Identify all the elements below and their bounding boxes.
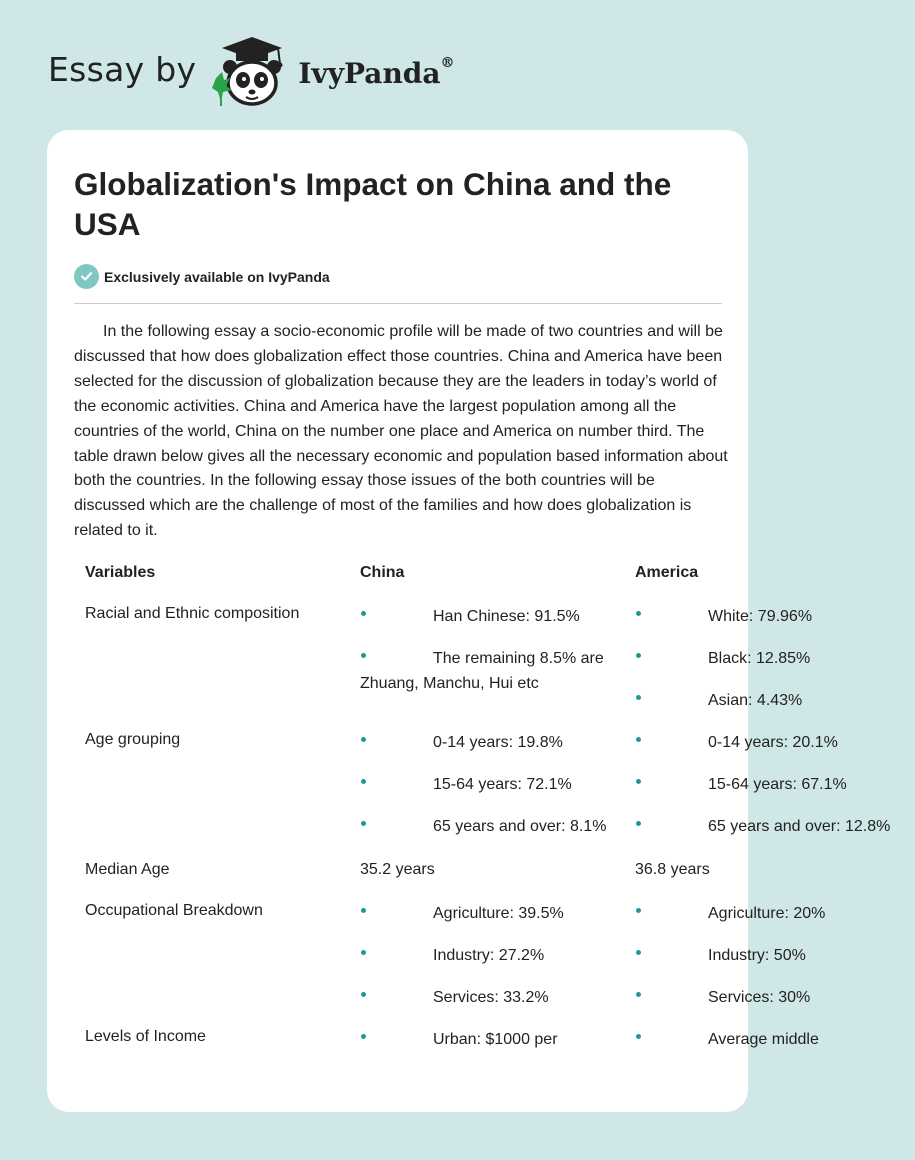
bullet-icon (361, 611, 366, 616)
title-divider (74, 303, 722, 304)
table-row (85, 860, 915, 901)
list-item: Urban: $1000 per (360, 1027, 635, 1052)
variable-cell: Levels of Income (85, 1028, 206, 1045)
list-item: Asian: 4.43% (635, 688, 915, 713)
list-item: White: 79.96% (635, 604, 915, 629)
essay-card (47, 130, 891, 1112)
bullet-icon (636, 653, 641, 658)
list-item: 65 years and over: 8.1% (360, 814, 635, 839)
list-item: Han Chinese: 91.5% (360, 604, 635, 629)
registered-mark: ® (440, 54, 455, 71)
bullet-icon (636, 737, 641, 742)
checkmark-icon (74, 264, 99, 289)
intro-paragraph: In the following essay a socio-economic profile will be made of two countries and will be discussed that how does globalization effect those countries. China and America have been selected for the discussion of globalization because they are the leaders in today’s world of the economic activities. China and America have the largest population among all the countries of the world, China on the number one place and America on number third. The table drawn below gives all the necessary economic and population based information about both the countries. In the following essay those issues of the both countries will be discussed which are the challenge of most of the families and how does globalization is related to it. (74, 323, 728, 540)
bullet-icon (636, 611, 641, 616)
bullet-icon (636, 1034, 641, 1039)
variable-cell: Occupational Breakdown (85, 902, 263, 919)
list-item: The remaining 8.5% are Zhuang, Manchu, Hui etc (360, 650, 604, 692)
table-row (85, 1027, 915, 1069)
bullet-icon (636, 992, 641, 997)
list-item: 0-14 years: 19.8% (360, 730, 635, 755)
value-cell: 35.2 years (360, 861, 435, 878)
variable-cell: Racial and Ethnic composition (85, 605, 300, 622)
bullet-icon (361, 821, 366, 826)
bullet-icon (361, 950, 366, 955)
list-item: Agriculture: 39.5% (360, 901, 635, 926)
brand-name: IvyPanda® (298, 54, 455, 90)
brand-prefix: Essay by (48, 49, 197, 89)
bullet-icon (636, 950, 641, 955)
bullet-icon (361, 908, 366, 913)
bullet-icon (361, 779, 366, 784)
bullet-icon (636, 821, 641, 826)
list-item: Agriculture: 20% (635, 901, 915, 926)
bullet-icon (361, 653, 366, 658)
bullet-icon (636, 779, 641, 784)
list-item: Industry: 50% (635, 943, 915, 968)
variable-cell: Median Age (85, 861, 170, 878)
table-row (85, 730, 915, 860)
list-item: Services: 33.2% (360, 985, 635, 1010)
value-cell: 36.8 years (635, 861, 710, 878)
list-item: 65 years and over: 12.8% (635, 814, 915, 839)
list-item: Industry: 27.2% (360, 943, 635, 968)
brand-header (48, 34, 455, 110)
header-variables: Variables (85, 564, 156, 581)
list-item: 15-64 years: 67.1% (635, 772, 915, 797)
list-item: 0-14 years: 20.1% (635, 730, 915, 755)
essay-title: Globalization's Impact on China and the USA (74, 166, 672, 242)
variable-cell: Age grouping (85, 731, 181, 748)
bullet-icon (361, 737, 366, 742)
bullet-icon (636, 908, 641, 913)
profile-table (85, 562, 915, 1069)
list-item: 15-64 years: 72.1% (360, 772, 635, 797)
bullet-icon (361, 992, 366, 997)
table-row (85, 604, 915, 730)
table-row (85, 901, 915, 1027)
exclusive-badge (74, 264, 330, 289)
header-china: China (360, 564, 405, 581)
list-item: Average middle (635, 1027, 915, 1052)
list-item: Black: 12.85% (635, 646, 915, 671)
header-america: America (635, 564, 699, 581)
bullet-icon (636, 695, 641, 700)
exclusive-badge-label: Exclusively available on IvyPanda (104, 268, 330, 285)
table-header-row (85, 562, 915, 604)
list-item: Services: 30% (635, 985, 915, 1010)
bullet-icon (361, 1034, 366, 1039)
panda-logo-icon (210, 34, 294, 110)
